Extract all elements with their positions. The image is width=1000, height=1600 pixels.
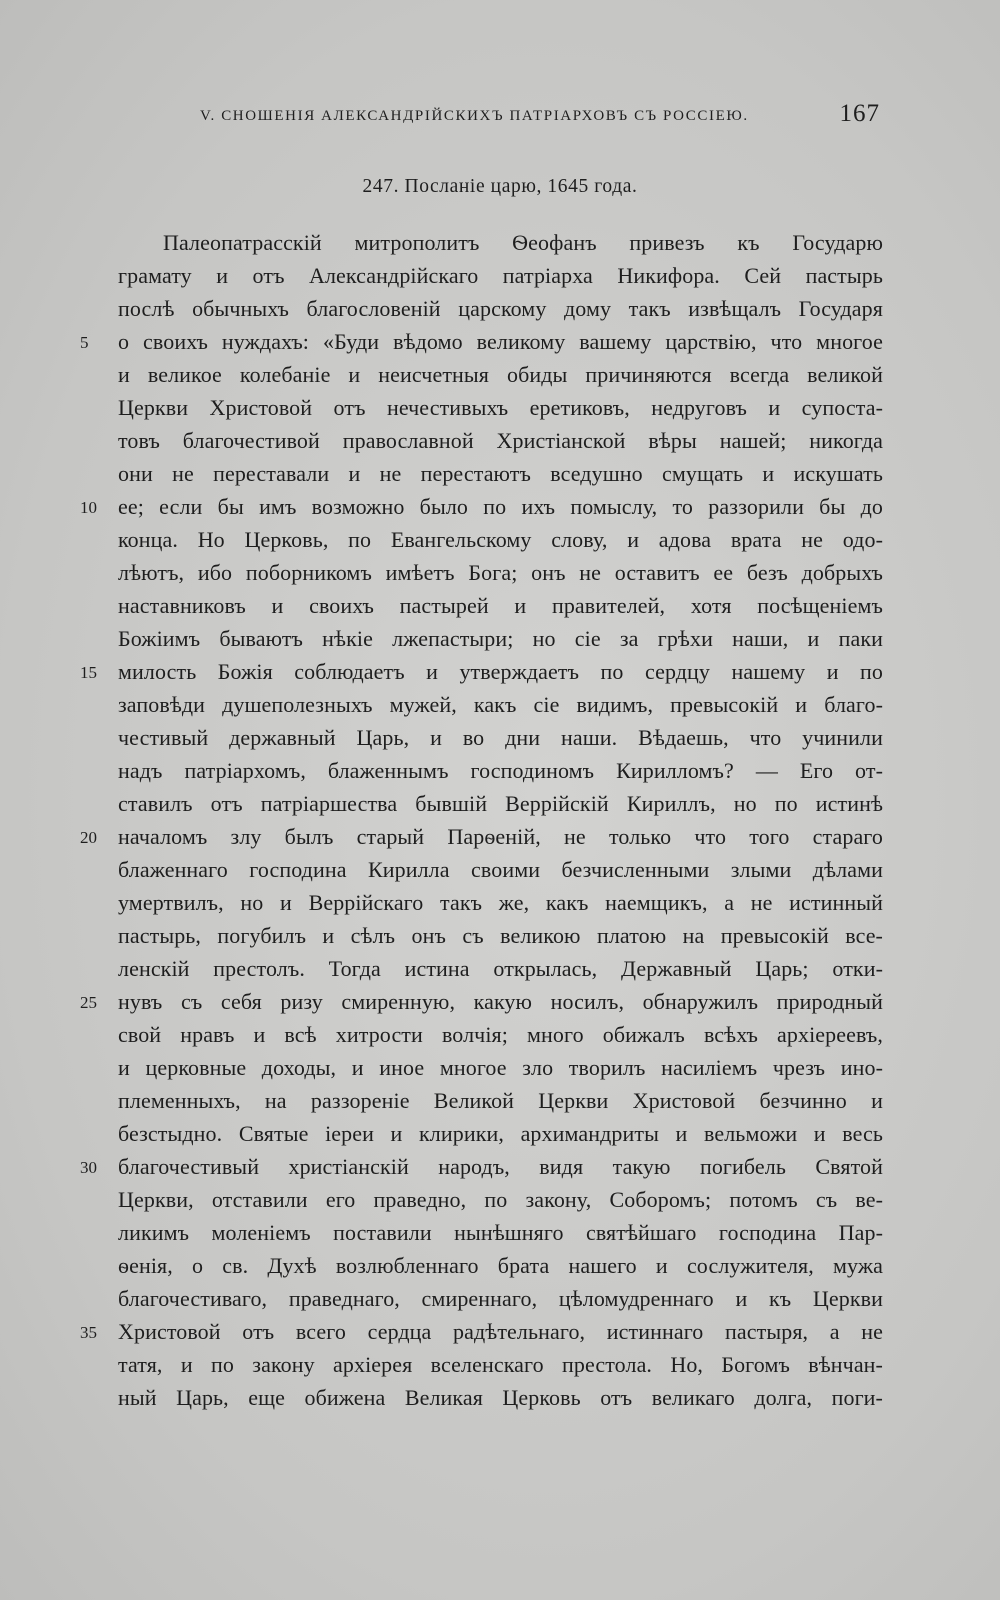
line-number: 35 <box>80 1323 97 1342</box>
text-line <box>118 1183 883 1216</box>
line-text: ее; если бы имъ возможно было по ихъ помыслу, то раззорили бы до <box>118 494 883 519</box>
line-text: нувъ съ себя ризу смиренную, какую носилъ, обнаружилъ природный <box>118 989 883 1014</box>
text-line <box>118 1381 883 1414</box>
line-text: Палеопатрасскій митрополитъ Ѳеофанъ привезъ къ Государю <box>163 230 883 255</box>
body-text <box>80 226 883 1414</box>
text-line <box>80 1315 883 1348</box>
text-line <box>118 886 883 919</box>
text-line <box>118 556 883 589</box>
line-text: ленскій престолъ. Тогда истина открылась, Державный Царь; отки- <box>118 956 883 981</box>
text-line <box>118 292 883 325</box>
line-number: 20 <box>80 828 97 847</box>
line-text: товъ благочестивой православной Христіанской вѣры нашей; никогда <box>118 428 883 453</box>
line-number: 15 <box>80 663 97 682</box>
text-line <box>118 358 883 391</box>
running-title: V. СНОШЕНІЯ АЛЕКСАНДРІЙСКИХЪ ПАТРІАРХОВЪ СЪ РОССІЕЮ. <box>200 108 749 124</box>
line-text: надъ патріархомъ, блаженнымъ господиномъ Кирилломъ? — Его от- <box>118 758 883 783</box>
line-text: они не переставали и не перестаютъ вседушно смущать и искушать <box>118 461 883 486</box>
page-number: 167 <box>839 100 880 127</box>
line-text: безстыдно. Святые іереи и клирики, архимандриты и вельможи и весь <box>118 1121 883 1146</box>
section-heading: 247. Посланіе царю, 1645 года. <box>362 176 638 197</box>
line-text: конца. Но Церковь, по Евангельскому слову, и адова врата не одо- <box>118 527 883 552</box>
line-text: началомъ злу былъ старый Парѳеній, не только что того стараго <box>118 824 883 849</box>
text-line <box>118 688 883 721</box>
line-text: ставилъ отъ патріаршества бывшій Веррійскій Кириллъ, но по истинѣ <box>118 791 883 816</box>
text-line <box>118 259 883 292</box>
text-line <box>118 1117 883 1150</box>
text-line <box>118 853 883 886</box>
text-line <box>118 1249 883 1282</box>
line-text: ный Царь, еще обижена Великая Церковь отъ великаго долга, поги- <box>118 1385 883 1410</box>
line-text: послѣ обычныхъ благословеній царскому дому такъ извѣщалъ Государя <box>118 296 883 321</box>
line-text: свой нравъ и всѣ хитрости волчія; много обижалъ всѣхъ архіереевъ, <box>118 1022 883 1047</box>
text-line <box>118 1084 883 1117</box>
line-number: 30 <box>80 1158 97 1177</box>
text-line <box>80 985 883 1018</box>
text-line <box>118 457 883 490</box>
text-line <box>118 1051 883 1084</box>
line-number: 25 <box>80 993 97 1012</box>
text-line <box>118 721 883 754</box>
running-head <box>200 100 880 140</box>
text-line <box>118 1018 883 1051</box>
line-text: и великое колебаніе и неисчетныя обиды причиняются всегда великой <box>118 362 883 387</box>
line-text: ликимъ моленіемъ поставили нынѣшняго святѣйшаго господина Пар- <box>118 1220 883 1245</box>
line-text: милость Божія соблюдаетъ и утверждаетъ по сердцу нашему и по <box>118 659 883 684</box>
text-line <box>80 1150 883 1183</box>
text-line <box>118 622 883 655</box>
text-line <box>118 1216 883 1249</box>
line-text: ѳенія, о св. Духѣ возлюбленнаго брата нашего и сослужителя, мужа <box>118 1253 883 1278</box>
line-text: о своихъ нуждахъ: «Буди вѣдомо великому вашему царствію, что многое <box>118 329 883 354</box>
line-text: Христовой отъ всего сердца радѣтельнаго, истиннаго пастыря, а не <box>118 1319 883 1344</box>
line-text: Церкви, отставили его праведно, по закону, Соборомъ; потомъ съ ве- <box>118 1187 883 1212</box>
line-number: 10 <box>80 498 97 517</box>
line-text: благочестиваго, праведнаго, смиреннаго, цѣломудреннаго и къ Церкви <box>118 1286 883 1311</box>
text-line <box>118 391 883 424</box>
line-text: грамату и отъ Александрійскаго патріарха Никифора. Сей пастырь <box>118 263 883 288</box>
text-line <box>118 1282 883 1315</box>
line-text: татя, и по закону архіерея вселенскаго престола. Но, Богомъ вѣнчан- <box>118 1352 883 1377</box>
text-line <box>118 754 883 787</box>
line-text: лѣютъ, ибо поборникомъ имѣетъ Бога; онъ не оставитъ ее безъ добрыхъ <box>118 560 883 585</box>
line-text: честивый державный Царь, и во дни наши. Вѣдаешь, что учинили <box>118 725 883 750</box>
text-line <box>118 589 883 622</box>
text-line <box>118 919 883 952</box>
line-text: пастырь, погубилъ и сѣлъ онъ съ великою платою на превысокій все- <box>118 923 883 948</box>
line-text: Церкви Христовой отъ нечестивыхъ еретиковъ, недруговъ и супоста- <box>118 395 883 420</box>
text-line <box>118 424 883 457</box>
line-number: 5 <box>80 333 89 352</box>
text-line <box>118 1348 883 1381</box>
text-line <box>80 325 883 358</box>
line-text: блаженнаго господина Кирилла своими безчисленными злыми дѣлами <box>118 857 883 882</box>
line-text: и церковные доходы, и иное многое зло творилъ насиліемъ чрезъ ино- <box>118 1055 883 1080</box>
line-text: Божіимъ бываютъ нѣкіе лжепастыри; но сіе за грѣхи наши, и паки <box>118 626 883 651</box>
line-text: наставниковъ и своихъ пастырей и правителей, хотя посѣщеніемъ <box>118 593 883 618</box>
text-line <box>80 490 883 523</box>
text-line <box>118 523 883 556</box>
text-line <box>118 787 883 820</box>
text-line <box>118 226 883 259</box>
text-line <box>80 820 883 853</box>
line-text: заповѣди душеполезныхъ мужей, какъ сіе видимъ, превысокій и благо- <box>118 692 883 717</box>
text-line <box>118 952 883 985</box>
line-text: умертвилъ, но и Веррійскаго такъ же, какъ наемщикъ, а не истинный <box>118 890 883 915</box>
line-text: племенныхъ, на раззореніе Великой Церкви Христовой безчинно и <box>118 1088 883 1113</box>
text-line <box>80 655 883 688</box>
line-text: благочестивый христіанскій народъ, видя такую погибель Святой <box>118 1154 883 1179</box>
